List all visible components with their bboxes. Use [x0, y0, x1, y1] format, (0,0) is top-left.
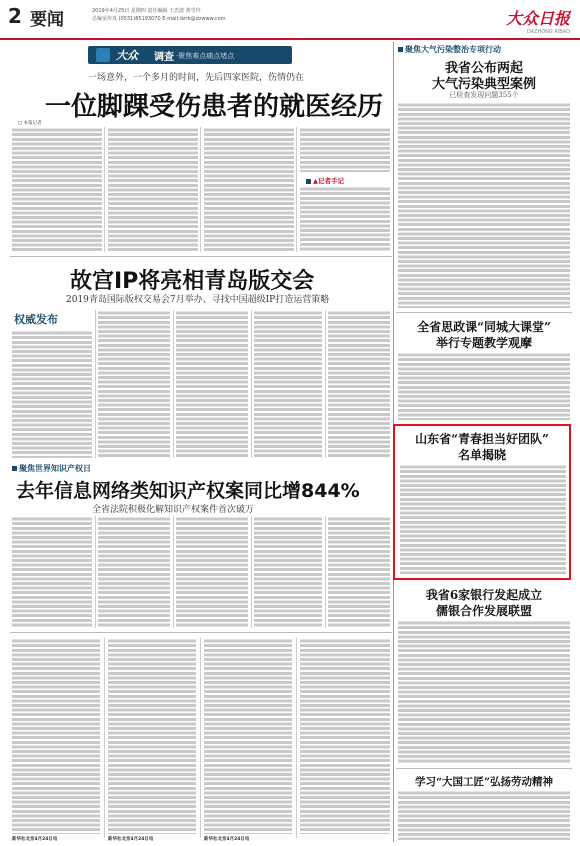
civics-headline-1: 全省思政课“同城大课堂” [417, 320, 551, 334]
column-divider [200, 127, 201, 252]
column-divider [95, 516, 96, 628]
ip-subtitle: 全省法院积极化解知识产权案件首次破万 [92, 505, 255, 515]
article-body-text [398, 102, 570, 308]
column-divider [200, 638, 201, 838]
museum-headline: 故宫IP将亮相青岛版交会 [70, 269, 315, 294]
banner-logo-icon [96, 48, 110, 62]
section-divider [396, 768, 572, 769]
newspaper-logo: 大众日报 DAZHONG RIBAO [505, 9, 570, 35]
section-divider [10, 632, 392, 633]
column-divider [95, 310, 96, 458]
article-body-text [398, 620, 570, 764]
column-divider [325, 516, 326, 628]
article-body-text [300, 127, 390, 172]
bank-headline-2: 儒银合作发展联盟 [435, 604, 532, 618]
column-divider [325, 310, 326, 458]
wire-dateline: 新华社北京4月24日电 [108, 837, 154, 842]
column-divider [173, 310, 174, 458]
pollution-headline-2: 大气污染典型案例 [431, 77, 536, 92]
article-body-text [12, 516, 92, 628]
article-body-text [108, 638, 196, 834]
section-divider [396, 312, 572, 313]
column-divider [104, 638, 105, 838]
feature-banner: 大众 调查 ·聚焦难点痛点堵点 [88, 46, 292, 64]
article-body-text [108, 127, 198, 252]
wire-dateline: 新华社北京4月24日电 [12, 837, 58, 842]
article-body-text [254, 516, 322, 628]
section-divider [10, 256, 392, 257]
reporter-note-tag: ▲记者手记 [306, 176, 344, 185]
article-body-text [254, 310, 322, 458]
bank-headline-1: 我省6家银行发起成立 [425, 588, 543, 602]
column-divider [251, 310, 252, 458]
article-body-text [204, 127, 294, 252]
museum-subtitle: 2019青岛国际版权交易会7月举办、寻找中国超级IP打造运营策略 [66, 295, 330, 305]
civics-headline-2: 举行专题教学观摩 [435, 336, 532, 350]
article-body-text [400, 464, 566, 574]
pollution-headline-1: 我省公布两起 [444, 61, 523, 76]
pollution-kicker: 聚焦大气污染整治专项行动 [398, 44, 501, 55]
page-number: 2 [8, 4, 22, 28]
article-body-text [98, 310, 170, 458]
feature-headline: 一位脚踝受伤患者的就医经历 [45, 92, 384, 122]
article-body-text [300, 186, 390, 252]
article-body-text [176, 310, 248, 458]
masthead [0, 0, 580, 40]
column-divider [173, 516, 174, 628]
article-body-text [12, 330, 92, 458]
article-body-text [300, 638, 390, 834]
column-divider [251, 516, 252, 628]
article-body-text [398, 352, 570, 420]
pollution-deck: 已检查发现问题355个 [449, 91, 519, 99]
feature-byline: □ 本报记者 [18, 121, 42, 126]
youth-team-headline-2: 名单揭晓 [457, 448, 506, 462]
article-body-text [98, 516, 170, 628]
authority-release-tag: 权威发布 [14, 313, 58, 326]
article-body-text [12, 127, 102, 252]
column-divider [296, 638, 297, 838]
masthead-meta: 2019年4月25日 星期四 责任编辑 王忠波 黄雪玲 总编室传真 (0531)85193070 E-mail:dzrb@dzwww.com [92, 8, 226, 22]
article-body-text [398, 790, 570, 840]
feature-subtitle: 一场意外，一个多月的时间，先后四家医院，伤情仍在 [88, 73, 305, 83]
article-body-text [176, 516, 248, 628]
ip-kicker: 聚焦世界知识产权日 [12, 463, 91, 474]
article-body-text [12, 638, 100, 834]
article-body-text [328, 516, 390, 628]
article-body-text [204, 638, 292, 834]
ip-headline: 去年信息网络类知识产权案同比增844% [16, 480, 360, 502]
section-title: 要闻 [30, 10, 64, 30]
article-body-text [328, 310, 390, 458]
craftsman-headline: 学习“大国工匠”弘扬劳动精神 [414, 776, 554, 788]
wire-dateline: 新华社北京4月24日电 [204, 837, 250, 842]
youth-team-headline-1: 山东省“青春担当好团队” [415, 432, 549, 446]
column-divider [104, 127, 105, 252]
column-divider [296, 127, 297, 252]
